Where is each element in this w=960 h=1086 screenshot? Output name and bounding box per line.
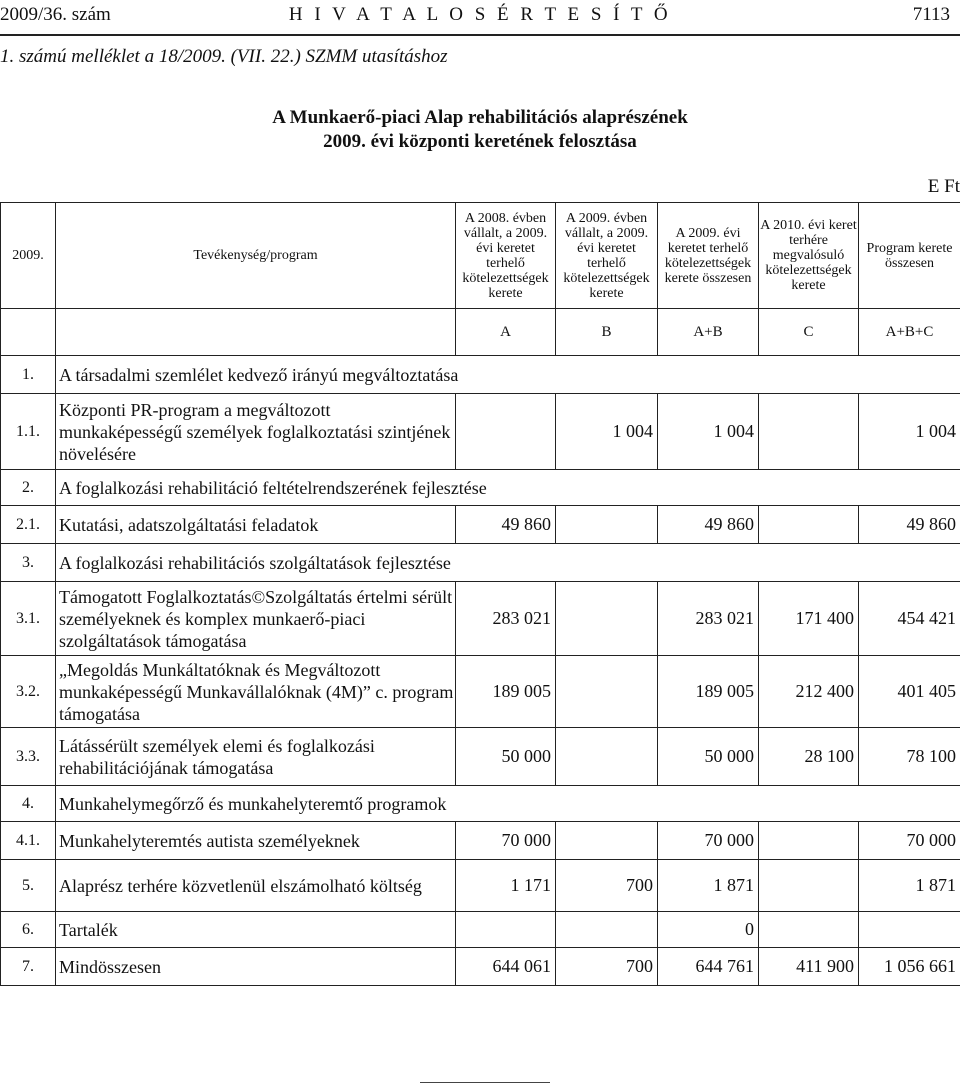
value-ab: 0: [658, 912, 759, 948]
value-abc: 49 860: [859, 506, 960, 544]
row-number: 3.: [1, 544, 56, 582]
value-c: 171 400: [759, 582, 859, 656]
value-a: 1 171: [456, 860, 556, 912]
table-body: [1, 356, 960, 986]
publication-title: H I V A T A L O S É R T E S Í T Ő: [288, 4, 672, 25]
letter-row: [1, 309, 960, 356]
section-row: [1, 470, 960, 506]
value-abc: 1 004: [859, 394, 960, 470]
annex-reference: 1. számú melléklet a 18/2009. (VII. 22.) SZMM utasításhoz: [0, 46, 448, 67]
row-activity: „Megoldás Munkáltatóknak és Megváltozott munkaképességű Munkavállalóknak (4M)” c. program támogatása: [56, 656, 456, 728]
value-abc: [859, 912, 960, 948]
value-abc: 454 421: [859, 582, 960, 656]
allocation-table: [0, 202, 960, 986]
row-activity: Tartalék: [56, 912, 456, 948]
header-col-abc: Program kerete összesen: [859, 203, 960, 309]
value-c: 411 900: [759, 948, 859, 986]
value-abc: 1 871: [859, 860, 960, 912]
value-b: [556, 656, 658, 728]
value-b: [556, 582, 658, 656]
value-ab: 1 871: [658, 860, 759, 912]
header-row: [1, 203, 960, 309]
row-activity: Támogatott Foglalkoztatás©Szolgáltatás értelmi sérült személyeknek és komplex munkaerő-piaci szolgáltatások támogatása: [56, 582, 456, 656]
row-number: 5.: [1, 860, 56, 912]
row-activity: Látássérült személyek elemi és foglalkozási rehabilitációjának támogatása: [56, 728, 456, 786]
value-a: 644 061: [456, 948, 556, 986]
value-ab: 189 005: [658, 656, 759, 728]
running-head: [0, 0, 960, 34]
row-activity: Kutatási, adatszolgáltatási feladatok: [56, 506, 456, 544]
header-year: 2009.: [1, 203, 56, 309]
section-row: [1, 786, 960, 822]
table-row: [1, 912, 960, 948]
value-a: 49 860: [456, 506, 556, 544]
letter-c: C: [759, 309, 859, 356]
letter-a: A: [456, 309, 556, 356]
value-a: [456, 912, 556, 948]
row-number: 1.: [1, 356, 56, 394]
value-b: [556, 912, 658, 948]
row-number: 3.3.: [1, 728, 56, 786]
table-row: [1, 656, 960, 728]
value-ab: 50 000: [658, 728, 759, 786]
row-number: 4.1.: [1, 822, 56, 860]
letter-abc: A+B+C: [859, 309, 960, 356]
page-number: 7113: [912, 4, 950, 25]
row-number: 3.2.: [1, 656, 56, 728]
row-activity: Munkahelymegőrző és munkahelyteremtő programok: [56, 786, 960, 822]
currency-unit: E Ft: [927, 176, 960, 197]
row-activity: Alaprész terhére közvetlenül elszámolható költség: [56, 860, 456, 912]
value-ab: 1 004: [658, 394, 759, 470]
letter-b: B: [556, 309, 658, 356]
row-number: 2.: [1, 470, 56, 506]
table-row: [1, 948, 960, 986]
letter-blank: [1, 309, 56, 356]
end-rule: [420, 1082, 550, 1083]
title-line-2: 2009. évi központi keretének felosztása: [323, 131, 637, 152]
value-a: [456, 394, 556, 470]
table-row: [1, 394, 960, 470]
value-a: 189 005: [456, 656, 556, 728]
header-col-c: A 2010. évi keret terhére megvalósuló kötelezettségek kerete: [759, 203, 859, 309]
value-c: [759, 822, 859, 860]
value-ab: 49 860: [658, 506, 759, 544]
row-activity: A foglalkozási rehabilitációs szolgáltatások fejlesztése: [56, 544, 960, 582]
value-ab: 283 021: [658, 582, 759, 656]
issue-number: 2009/36. szám: [0, 4, 111, 25]
value-a: 50 000: [456, 728, 556, 786]
section-row: [1, 356, 960, 394]
value-b: [556, 822, 658, 860]
section-row: [1, 544, 960, 582]
row-activity: Mindösszesen: [56, 948, 456, 986]
value-c: 28 100: [759, 728, 859, 786]
header-col-ab: A 2009. évi keretet terhelő kötelezettségek kerete összesen: [658, 203, 759, 309]
value-abc: 78 100: [859, 728, 960, 786]
letter-blank: [56, 309, 456, 356]
value-b: 700: [556, 860, 658, 912]
row-activity: Központi PR-program a megváltozott munkaképességű személyek foglalkoztatási szintjének növelésére: [56, 394, 456, 470]
value-abc: 1 056 661: [859, 948, 960, 986]
value-a: 283 021: [456, 582, 556, 656]
title-line-1: A Munkaerő-piaci Alap rehabilitációs alaprészének: [272, 107, 688, 128]
document-title: [0, 106, 960, 154]
row-number: 6.: [1, 912, 56, 948]
table-row: [1, 582, 960, 656]
row-number: 4.: [1, 786, 56, 822]
value-b: [556, 506, 658, 544]
value-abc: 70 000: [859, 822, 960, 860]
value-c: [759, 912, 859, 948]
value-b: 1 004: [556, 394, 658, 470]
table-row: [1, 860, 960, 912]
header-col-b: A 2009. évben vállalt, a 2009. évi keretet terhelő kötelezettségek kerete: [556, 203, 658, 309]
row-number: 7.: [1, 948, 56, 986]
value-ab: 70 000: [658, 822, 759, 860]
header-col-a: A 2008. évben vállalt, a 2009. évi keretet terhelő kötelezettségek kerete: [456, 203, 556, 309]
row-number: 1.1.: [1, 394, 56, 470]
value-b: [556, 728, 658, 786]
letter-ab: A+B: [658, 309, 759, 356]
table-row: [1, 506, 960, 544]
header-rule: [0, 34, 960, 36]
value-c: [759, 506, 859, 544]
row-number: 2.1.: [1, 506, 56, 544]
value-abc: 401 405: [859, 656, 960, 728]
row-activity: Munkahelyteremtés autista személyeknek: [56, 822, 456, 860]
row-number: 3.1.: [1, 582, 56, 656]
table-row: [1, 822, 960, 860]
value-ab: 644 761: [658, 948, 759, 986]
value-b: 700: [556, 948, 658, 986]
value-a: 70 000: [456, 822, 556, 860]
table-row: [1, 728, 960, 786]
row-activity: A társadalmi szemlélet kedvező irányú megváltoztatása: [56, 356, 960, 394]
value-c: 212 400: [759, 656, 859, 728]
value-c: [759, 394, 859, 470]
value-c: [759, 860, 859, 912]
row-activity: A foglalkozási rehabilitáció feltételrendszerének fejlesztése: [56, 470, 960, 506]
header-activity: Tevékenység/program: [56, 203, 456, 309]
